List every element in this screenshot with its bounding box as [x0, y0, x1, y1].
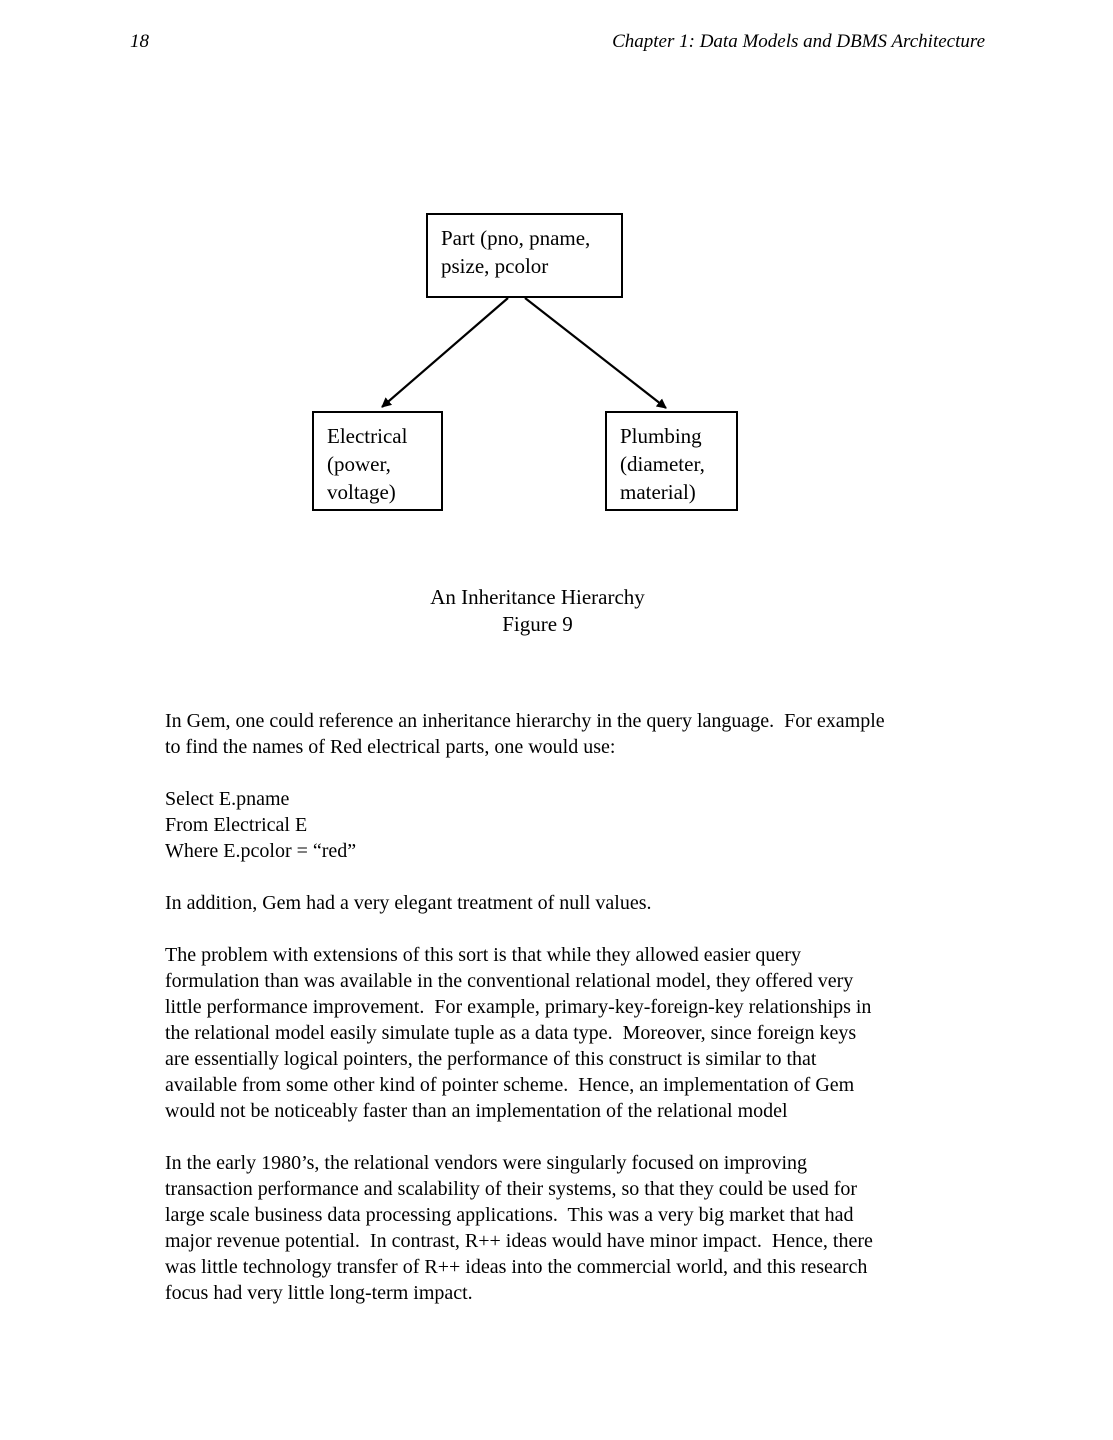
text-line: major revenue potential. In contrast, R++ ideas would have minor impact. Hence, there — [165, 1230, 873, 1252]
text-line: focus had very little long-term impact. — [165, 1282, 473, 1304]
text-line: material) — [620, 480, 696, 504]
text-line: (power, — [327, 452, 391, 476]
text-line: psize, pcolor — [441, 254, 549, 278]
text-line: Part (pno, pname, — [441, 226, 591, 250]
text-line: available from some other kind of pointer scheme. Hence, an implementation of Gem — [165, 1074, 855, 1096]
text-line: formulation than was available in the conventional relational model, they offered very — [165, 970, 854, 992]
paragraph-intro — [165, 708, 965, 760]
text-line: In Gem, one could reference an inheritance hierarchy in the query language. For example — [165, 710, 885, 732]
text-line: In the early 1980’s, the relational vendors were singularly focused on improving — [165, 1152, 808, 1174]
node-plumbing — [605, 411, 738, 511]
text-line: Plumbing — [620, 424, 702, 448]
text-line: large scale business data processing applications. This was a very big market that had — [165, 1204, 854, 1226]
arrow-part-to-plumbing — [525, 298, 666, 408]
paragraph-extensions-problem — [165, 942, 965, 1124]
text-line: the relational model easily simulate tuple as a data type. Moreover, since foreign keys — [165, 1022, 857, 1044]
paragraph-null-values — [165, 890, 965, 916]
figure-caption-label: Figure 9 — [502, 612, 573, 636]
text-line: The problem with extensions of this sort is that while they allowed easier query — [165, 944, 801, 966]
text-line: Electrical — [327, 424, 408, 448]
text-line: was little technology transfer of R++ ideas into the commercial world, and this research — [165, 1256, 868, 1278]
body-text — [165, 708, 965, 1332]
figure-caption — [0, 584, 1075, 638]
running-header-chapter-title: Chapter 1: Data Models and DBMS Architecture — [612, 31, 985, 52]
text-line: little performance improvement. For example, primary-key-foreign-key relationships in — [165, 996, 872, 1018]
text-line: transaction performance and scalability of their systems, so that they could be used for — [165, 1178, 858, 1200]
text-line: to find the names of Red electrical parts, one would use: — [165, 736, 616, 758]
text-line: are essentially logical pointers, the performance of this construct is similar to that — [165, 1048, 817, 1070]
text-line: (diameter, — [620, 452, 705, 476]
text-line: would not be noticeably faster than an implementation of the relational model — [165, 1100, 788, 1122]
text-line: In addition, Gem had a very elegant treatment of null values. — [165, 892, 652, 914]
node-electrical — [312, 411, 443, 511]
arrow-part-to-electrical — [382, 298, 508, 407]
page-number: 18 — [130, 31, 149, 52]
paragraph-early-1980s — [165, 1150, 965, 1306]
query-example-block — [165, 786, 965, 864]
text-line: Where E.pcolor = “red” — [165, 840, 357, 862]
figure-caption-title: An Inheritance Hierarchy — [430, 585, 645, 609]
text-line: voltage) — [327, 480, 396, 504]
text-line: From Electrical E — [165, 814, 308, 836]
text-line: Select E.pname — [165, 788, 290, 810]
node-part — [426, 213, 623, 298]
